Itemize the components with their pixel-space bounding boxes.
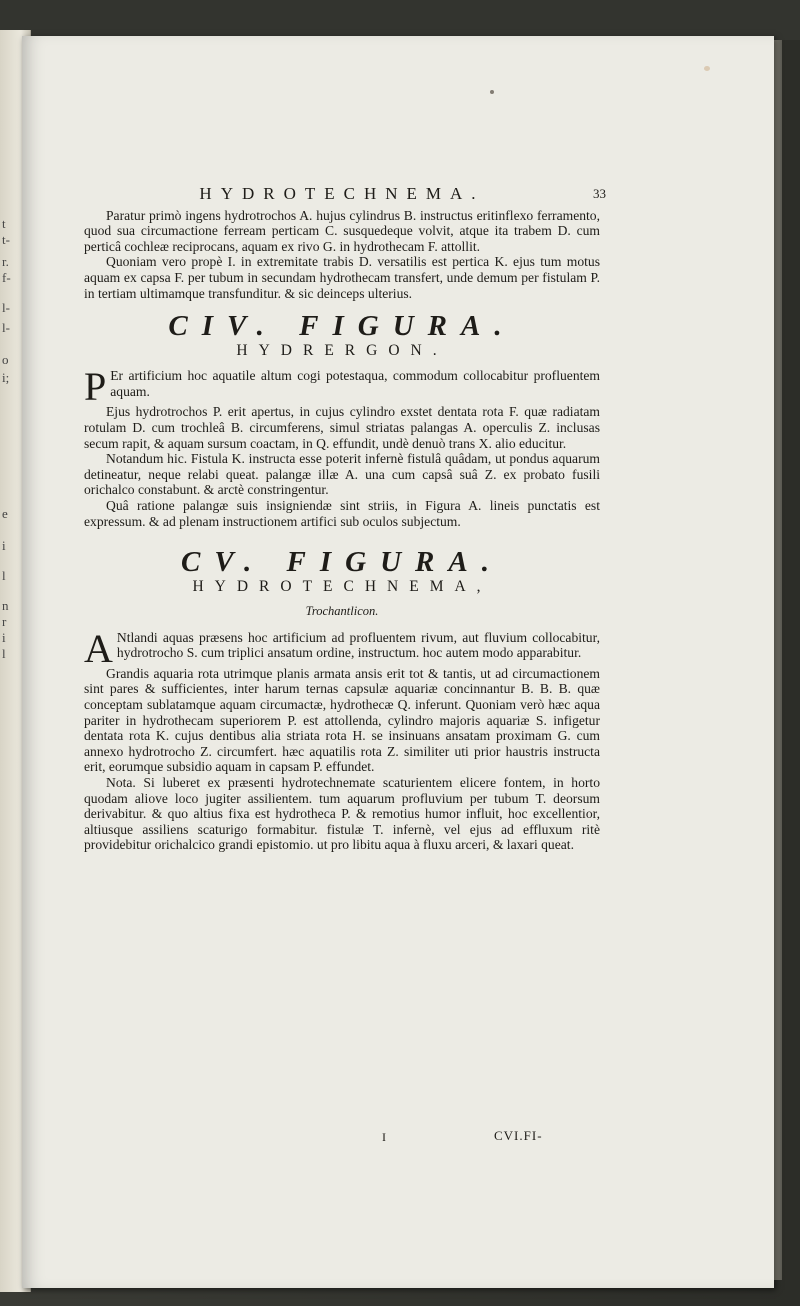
ink-spot [490, 90, 494, 94]
prev-fragment: l- [2, 320, 10, 335]
drop-cap: A [84, 625, 113, 671]
paragraph: Paratur primò ingens hydrotrochos A. hujus cylindrus B. instructus eritinflexo ferramento, quod sua circumactione ferream perticam C. susquedeque volvit, atque ita trabem D. cum perticâ cochleæ reciprocans, aquam ex rivo G. in hydrothecam F. attollit. [84, 207, 600, 254]
prev-fragment: l [2, 568, 6, 583]
paragraph-text: Ntlandi aquas præsens hoc artificium ad profluentem rivum, aut fluvium collocabitur, hydrotrocho S. cum triplici ansatum ordine, instructum. hoc autem modo apparabitur. [116, 629, 600, 661]
prev-fragment: t [2, 216, 6, 231]
signature-mark: I [382, 1130, 386, 1144]
prev-fragment: i [2, 630, 6, 645]
book-cover-top [0, 0, 800, 40]
prev-fragment: r [2, 614, 7, 629]
page-number: 33 [593, 186, 606, 201]
paragraph: Quoniam vero propè I. in extremitate trabis D. versatilis est pertica K. ejus tum motus aquam ex capsa F. per tubum in secundam hydrothecam transfert, unde demum per fistulam P. in tertiam ultimamque transfunditur. & sic deinceps ulterius. [84, 254, 600, 301]
prev-fragment: i; [2, 370, 10, 385]
prev-fragment: o [2, 352, 9, 367]
section-subtitle-italic: Trochantlicon. [305, 604, 379, 619]
prev-fragment: f- [2, 270, 11, 285]
catchword: CVI.FI- [494, 1128, 543, 1143]
paragraph: Nota. Si luberet ex præsenti hydrotechnemate scaturientem elicere fontem, in horto quodam aliove loco jugiter assilientem. tum aquarum profluvium per tubum T. deorsum derivabitur. & quo altius fixa est hydrotheca P. & remotius humor influit, hoc excellentior, altiusque assiliens scaturigo formabitur. fistulæ T. infernè, vel ejus ad effluxum ritè providebitur orichalcico grandi epistomio. ut pro libitu aqua à fluxu arceri, & laxari queat. [84, 775, 600, 853]
figure-heading: CV. FIGURA. [181, 546, 503, 579]
prev-fragment: t- [2, 232, 10, 247]
section-subtitle: HYDRERGON. [236, 341, 448, 359]
paragraph: Quâ ratione palangæ suis insigniendæ sint striis, in Figura A. lineis punctatis est expressum. & ad plenam instructionem artifici sub oculos subjectum. [84, 497, 600, 529]
drop-cap: P [84, 364, 107, 410]
figure-heading: CIV. FIGURA. [168, 310, 516, 343]
prev-fragment: n [2, 598, 9, 613]
paragraph: Notandum hic. Fistula K. instructa esse poterit infernè fistulâ quâdam, ut pondus aquarum detineatur, neque relabi queat. palangæ illæ A. una cum capsâ suâ Z. ex probato fusili orichalco constabunt. & arctè constringentur. [84, 451, 600, 498]
header-title: HYDROTECHNEMA. [199, 184, 485, 203]
section-subtitle: HYDROTECHNEMA, [192, 577, 492, 595]
ink-spot [704, 66, 710, 71]
paragraph [84, 364, 600, 410]
page-text [84, 184, 606, 853]
book-page [22, 36, 774, 1288]
prev-fragment: l [2, 646, 6, 661]
paragraph [84, 625, 600, 671]
paragraph: Ejus hydrotrochos P. erit apertus, in cujus cylindro exstet dentata rota F. quæ radiatam rotulam D. cum trochleâ B. circumferens, simul striatas palangas A. operculis Z. inclusas secum rapit, & aquam sursum coactam, in Q. effundit, undè denuò trans X. alio educitur. [84, 404, 600, 451]
prev-fragment: r. [2, 254, 9, 269]
prev-fragment: i [2, 538, 6, 553]
paragraph: Grandis aquaria rota utrimque planis armata ansis erit tot & tantis, ut ad circumactionem sint pares & sufficientes, inter harum ternas capsulæ aquariæ concinnantur B. B. B. quæ conceptam sublatamque aquam circumactæ, hydrothecæ Q. inferunt. Quoniam verò hæc aqua pariter in hydrothecam superiorem P. est attollenda, cylindro majoris aquariæ S. infigetur dentata rota K. cujus dentibus alia striata rota H. se insinuans ansatam proximam G. cum annexo hydrotrocho Z. circumfert. hæc aquatilis rota Z. similiter uti prior haustris instructa erit, eorumque subsidio aquam in capsam P. effundet. [84, 665, 600, 775]
running-header [84, 184, 606, 203]
prev-fragment: l- [2, 300, 10, 315]
prev-fragment: e [2, 506, 8, 521]
paragraph-text: Er artificium hoc aquatile altum cogi potestaqua, commodum collocabitur profluentem aquam. [110, 368, 600, 399]
